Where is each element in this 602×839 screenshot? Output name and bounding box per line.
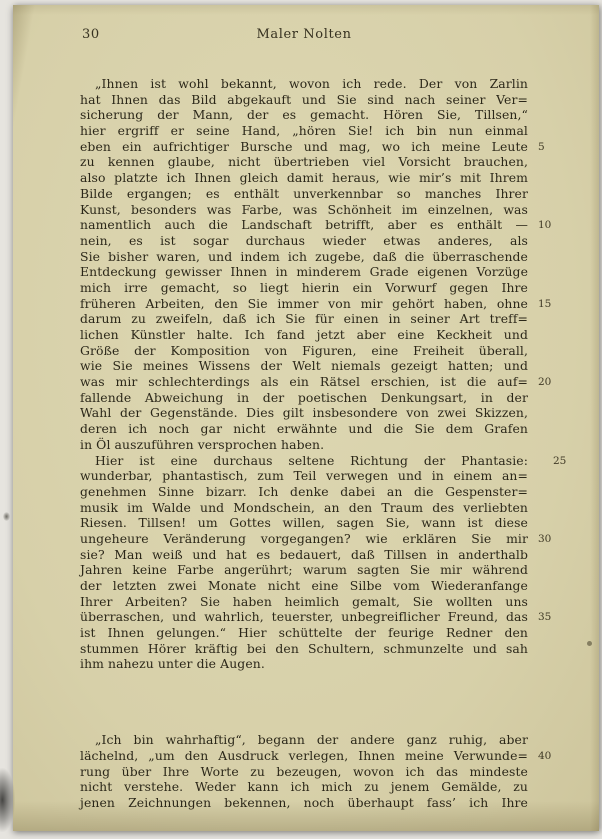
text-line: genehmen Sinne bizarr. Ich denke dabei an die Gespenster= — [80, 483, 528, 499]
text-line: Hier ist eine durchaus seltene Richtung der Phantasie: 25 — [95, 452, 567, 468]
text-line: hier ergriff er seine Hand, „hören Sie! ich bin nun einmal — [80, 123, 528, 139]
text-line: überraschen, und wahrlich, teuerster, unbegreiflicher Freund, das 35 — [80, 609, 528, 625]
text-line: mich irre gemacht, so liegt hierin ein Vorwurf gegen Ihre — [80, 279, 528, 295]
text-line: nein, es ist sogar durchaus wieder etwas anderes, als — [80, 232, 528, 248]
text-line: Wahl der Gegenstände. Dies gilt insbesondere von zwei Skizzen, — [80, 405, 528, 421]
scan-speck — [3, 512, 10, 521]
text-line: lächelnd, „um den Ausdruck verlegen, Ihnen meine Verwunde= 40 — [80, 748, 528, 764]
book-page — [13, 5, 599, 831]
text-line: fallende Abweichung in der poetischen Denkungsart, in der — [80, 389, 528, 405]
page-number: 30 — [82, 27, 100, 42]
scan-speck — [587, 641, 592, 646]
text-line: nicht verstehe. Weder kann ich mich zu jenem Gemälde, zu — [80, 779, 528, 795]
text-line: sie? Man weiß und hat es bedauert, daß Tillsen in anderthalb — [80, 546, 528, 562]
text-line: Größe der Komposition von Figuren, eine Freiheit überall, — [80, 342, 528, 358]
margin-line-number: 15 — [538, 297, 552, 310]
text-line: was mir schlechterdings als ein Rätsel erschien, ist die auf= 20 — [80, 374, 528, 390]
text-line: Ihrer Arbeiten? Sie haben heimlich gemalt, Sie wollten uns — [80, 593, 528, 609]
margin-line-number: 35 — [538, 611, 552, 624]
text-line: Entdeckung gewisser Ihnen in minderem Grade eigenen Vorzüge — [80, 264, 528, 280]
text-line: also platzte ich Ihnen gleich damit heraus, wie mir’s mit Ihrem — [80, 170, 528, 186]
text-line: „Ich bin wahrhaftig“, begann der andere ganz ruhig, aber — [95, 732, 528, 748]
margin-line-number: 20 — [538, 376, 552, 389]
text-line: ungeheure Veränderung vorgegangen? wie erklären Sie mir 30 — [80, 531, 528, 547]
text-line: sicherung der Mann, der es gemacht. Hören Sie, Tillsen,“ — [80, 107, 528, 123]
text-line: in Öl auszuführen versprochen haben. — [80, 436, 325, 452]
text-line: Jahren keine Farbe angerührt; warum sagten Sie mir während — [80, 562, 528, 578]
page-content — [80, 27, 567, 811]
text-line: „Ihnen ist wohl bekannt, wovon ich rede. Der von Zarlin — [95, 76, 528, 91]
text-line: jenen Zeichnungen bekennen, noch überhaupt fass’ ich Ihre — [80, 794, 528, 810]
text-line: namentlich auch die Landschaft betrifft, aber es enthält — 10 — [80, 217, 528, 233]
text-line: wunderbar, phantastisch, zum Teil verwegen und in einem an= — [80, 468, 528, 484]
margin-line-number: 30 — [538, 532, 552, 545]
text-line: hat Ihnen das Bild abgekauft und Sie sind nach seiner Ver= — [80, 91, 528, 107]
text-block — [80, 76, 567, 811]
text-line: musik im Walde und Mondschein, an den Traum des verliebten — [80, 499, 528, 515]
text-line: rung über Ihre Worte zu bezeugen, wovon ich das mindeste — [80, 763, 528, 779]
text-line: zu kennen glaube, nicht übertrieben viel Vorsicht brauchen, — [80, 154, 528, 170]
text-line: eben ein aufrichtiger Bursche und mag, wo ich meine Leute 5 — [80, 139, 528, 155]
text-line: früheren Arbeiten, den Sie immer von mir gehört haben, ohne 15 — [80, 296, 528, 312]
text-line: Kunst, besonders was Farbe, was Schönheit im einzelnen, was — [80, 201, 528, 217]
text-line: ihm nahezu unter die Augen. — [80, 656, 265, 672]
margin-line-number: 25 — [553, 454, 567, 467]
text-line: der letzten zwei Monate nicht eine Silbe vom Wiederanfange — [80, 578, 528, 593]
text-line: lichen Künstler halte. Ich fand jetzt aber eine Keckheit und — [80, 327, 528, 342]
text-line: Bilde ergangen; es enthält unverkennbar so manches Ihrer — [80, 185, 528, 201]
margin-line-number: 40 — [538, 749, 552, 762]
text-line: ist Ihnen gelungen.“ Hier schüttelte der feurige Redner den — [80, 625, 528, 641]
text-line: stummen Hörer kräftig bei den Schultern, schmunzelte und sah — [80, 640, 528, 656]
text-line: Sie bisher waren, und indem ich zugebe, daß die überraschende — [80, 248, 528, 264]
text-line: Riesen. Tillsen! um Gottes willen, sagen Sie, wann ist diese — [80, 515, 528, 531]
margin-line-number: 5 — [538, 140, 545, 153]
text-line: darum zu zweifeln, daß ich Sie für einen in seiner Art treff= — [80, 311, 528, 327]
margin-line-number: 10 — [538, 219, 552, 232]
text-line: wie Sie meines Wissens der Welt niemals gezeigt hatten; und — [80, 358, 528, 374]
text-line: deren ich noch gar nicht erwähnte und die Sie dem Grafen — [80, 421, 528, 437]
running-title: Maler Nolten — [256, 27, 352, 42]
page-header — [80, 27, 528, 45]
